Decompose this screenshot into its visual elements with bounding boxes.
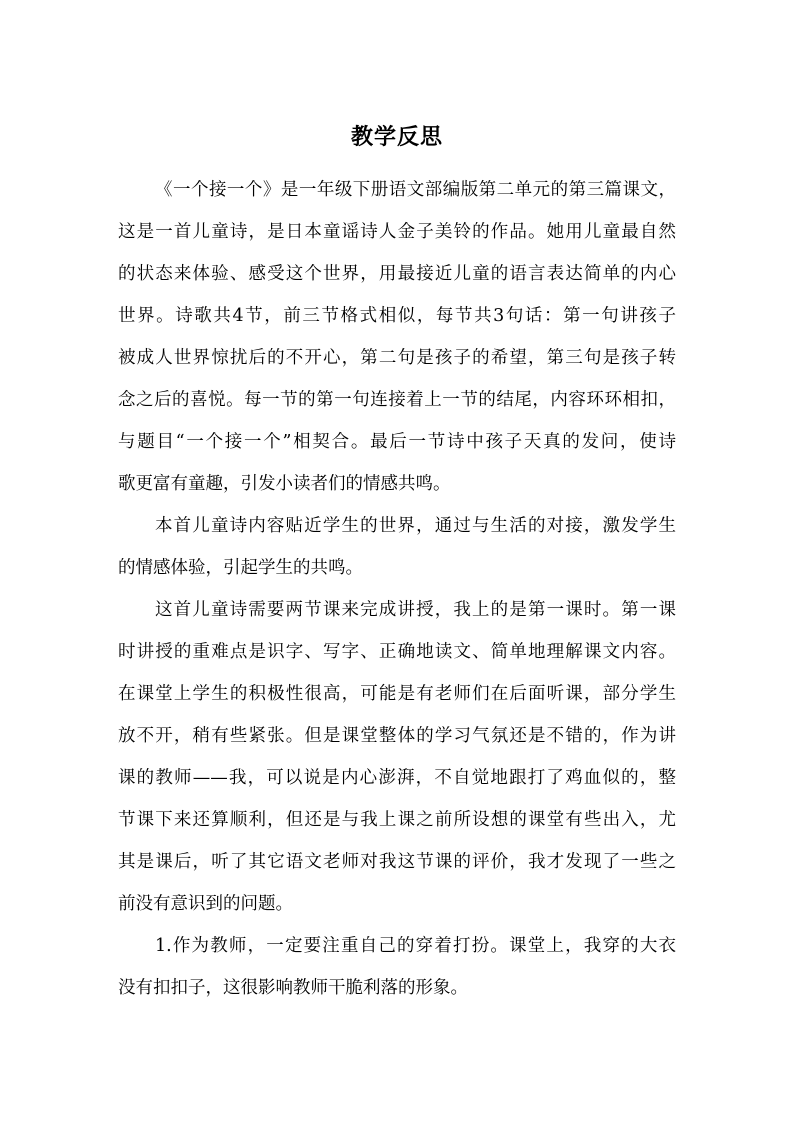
text-line: 节课下来还算顺利，但还是与我上课之前所设想的课堂有些出入，尤	[118, 810, 676, 830]
text-line: 1.作为教师，一定要注重自己的穿着打扮。课堂上，我穿的大衣	[155, 936, 676, 956]
text-line: 前没有意识到的问题。	[118, 894, 293, 914]
text-line: 世界。诗歌共4节，前三节格式相似，每节共3句话：第一句讲孩子	[118, 306, 676, 326]
paragraph	[118, 925, 676, 1009]
text-line: 放不开，稍有些紧张。但是课堂整体的学习气氛还是不错的，作为讲	[118, 726, 676, 746]
text-line: 的状态来体验、感受这个世界，用最接近儿童的语言表达简单的内心	[118, 264, 676, 284]
text-line: 歌更富有童趣，引发小读者们的情感共鸣。	[118, 474, 451, 494]
text-line: 这是一首儿童诗，是日本童谣诗人金子美铃的作品。她用儿童最自然	[118, 222, 676, 242]
text-line: 的情感体验，引起学生的共鸣。	[118, 558, 363, 578]
text-line: 念之后的喜悦。每一节的第一句连接着上一节的结尾，内容环环相扣，	[118, 390, 676, 410]
text-line: 被成人世界惊扰后的不开心，第二句是孩子的希望，第三句是孩子转	[118, 348, 676, 368]
paragraph	[118, 169, 676, 505]
text-line: 这首儿童诗需要两节课来完成讲授，我上的是第一课时。第一课	[155, 600, 676, 620]
text-line: 本首儿童诗内容贴近学生的世界，通过与生活的对接，激发学生	[155, 516, 676, 536]
text-line: 课的教师——我，可以说是内心澎湃，不自觉地跟打了鸡血似的，整	[118, 768, 676, 788]
document-title: 教学反思	[350, 124, 443, 150]
text-line: 在课堂上学生的积极性很高，可能是有老师们在后面听课，部分学生	[118, 684, 676, 704]
text-line: 没有扣扣子，这很影响教师干脆利落的形象。	[118, 978, 468, 998]
text-line: 《一个接一个》是一年级下册语文部编版第二单元的第三篇课文，	[155, 180, 676, 200]
paragraph	[118, 589, 676, 925]
text-line: 时讲授的重难点是识字、写字、正确地读文、简单地理解课文内容。	[118, 642, 676, 662]
document-body	[118, 169, 676, 1009]
paragraph	[118, 505, 676, 589]
text-line: 与题目“一个接一个”相契合。最后一节诗中孩子天真的发问，使诗	[118, 432, 676, 452]
text-line: 其是课后，听了其它语文老师对我这节课的评价，我才发现了一些之	[118, 852, 676, 872]
